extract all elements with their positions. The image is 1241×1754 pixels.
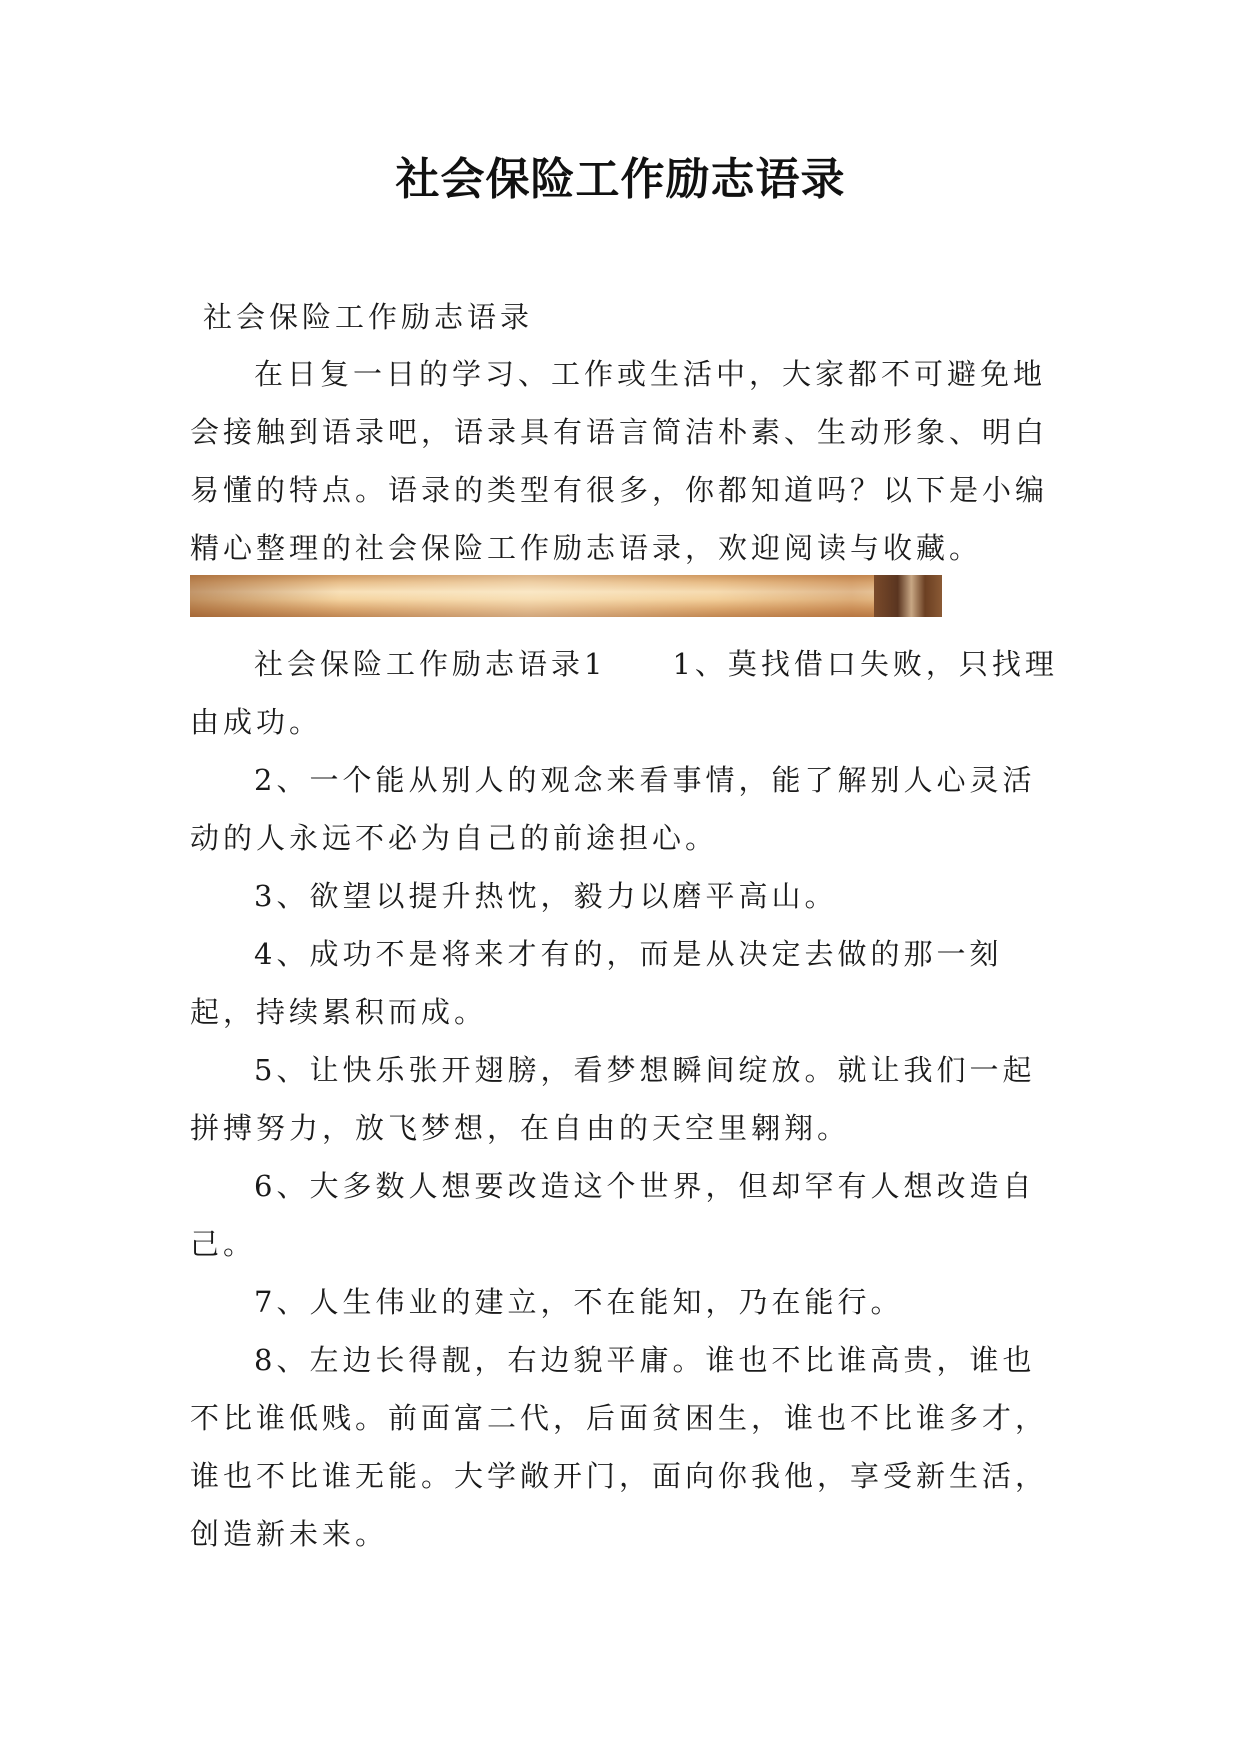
intro-paragraph: 在日复一日的学习、工作或生活中，大家都不可避免地会接触到语录吧，语录具有语言简洁朴素、生动形象、明白易懂的特点。语录的类型有很多，你都知道吗？以下是小编精心整理的社会保险工作励志语录，欢迎阅读与收藏。 bbox=[190, 357, 1049, 565]
quote-item-3: 3、欲望以提升热忱，毅力以磨平高山。 bbox=[254, 879, 838, 913]
quote-item-8: 8、左边长得靓，右边貌平庸。谁也不比谁高贵，谁也不比谁低贱。前面富二代，后面贫困生，谁也不比谁多才，谁也不比谁无能。大学敞开门，面向你我他，享受新生活，创造新未来。 bbox=[190, 1343, 1049, 1551]
quote-item-5: 5、让快乐张开翅膀，看梦想瞬间绽放。就让我们一起拼搏努力，放飞梦想，在自由的天空里翱翔。 bbox=[190, 1053, 1036, 1145]
quote-item-6: 6、大多数人想要改造这个世界，但却罕有人想改造自己。 bbox=[190, 1169, 1036, 1261]
quote-item-4: 4、成功不是将来才有的，而是从决定去做的那一刻起，持续累积而成。 bbox=[190, 937, 1003, 1029]
decorative-banner-image bbox=[190, 575, 942, 617]
banner-figure-detail bbox=[874, 575, 942, 617]
quote-item-1: 社会保险工作励志语录1 1、莫找借口失败，只找理由成功。 bbox=[190, 647, 1058, 739]
quote-list bbox=[190, 635, 1060, 1563]
subheading: 社会保险工作励志语录 bbox=[203, 300, 534, 334]
page-title: 社会保险工作励志语录 bbox=[395, 154, 846, 205]
quote-item-2: 2、一个能从别人的观念来看事情，能了解别人心灵活动的人永远不必为自己的前途担心。 bbox=[190, 763, 1036, 855]
quote-item-7: 7、人生伟业的建立，不在能知，乃在能行。 bbox=[254, 1285, 904, 1319]
